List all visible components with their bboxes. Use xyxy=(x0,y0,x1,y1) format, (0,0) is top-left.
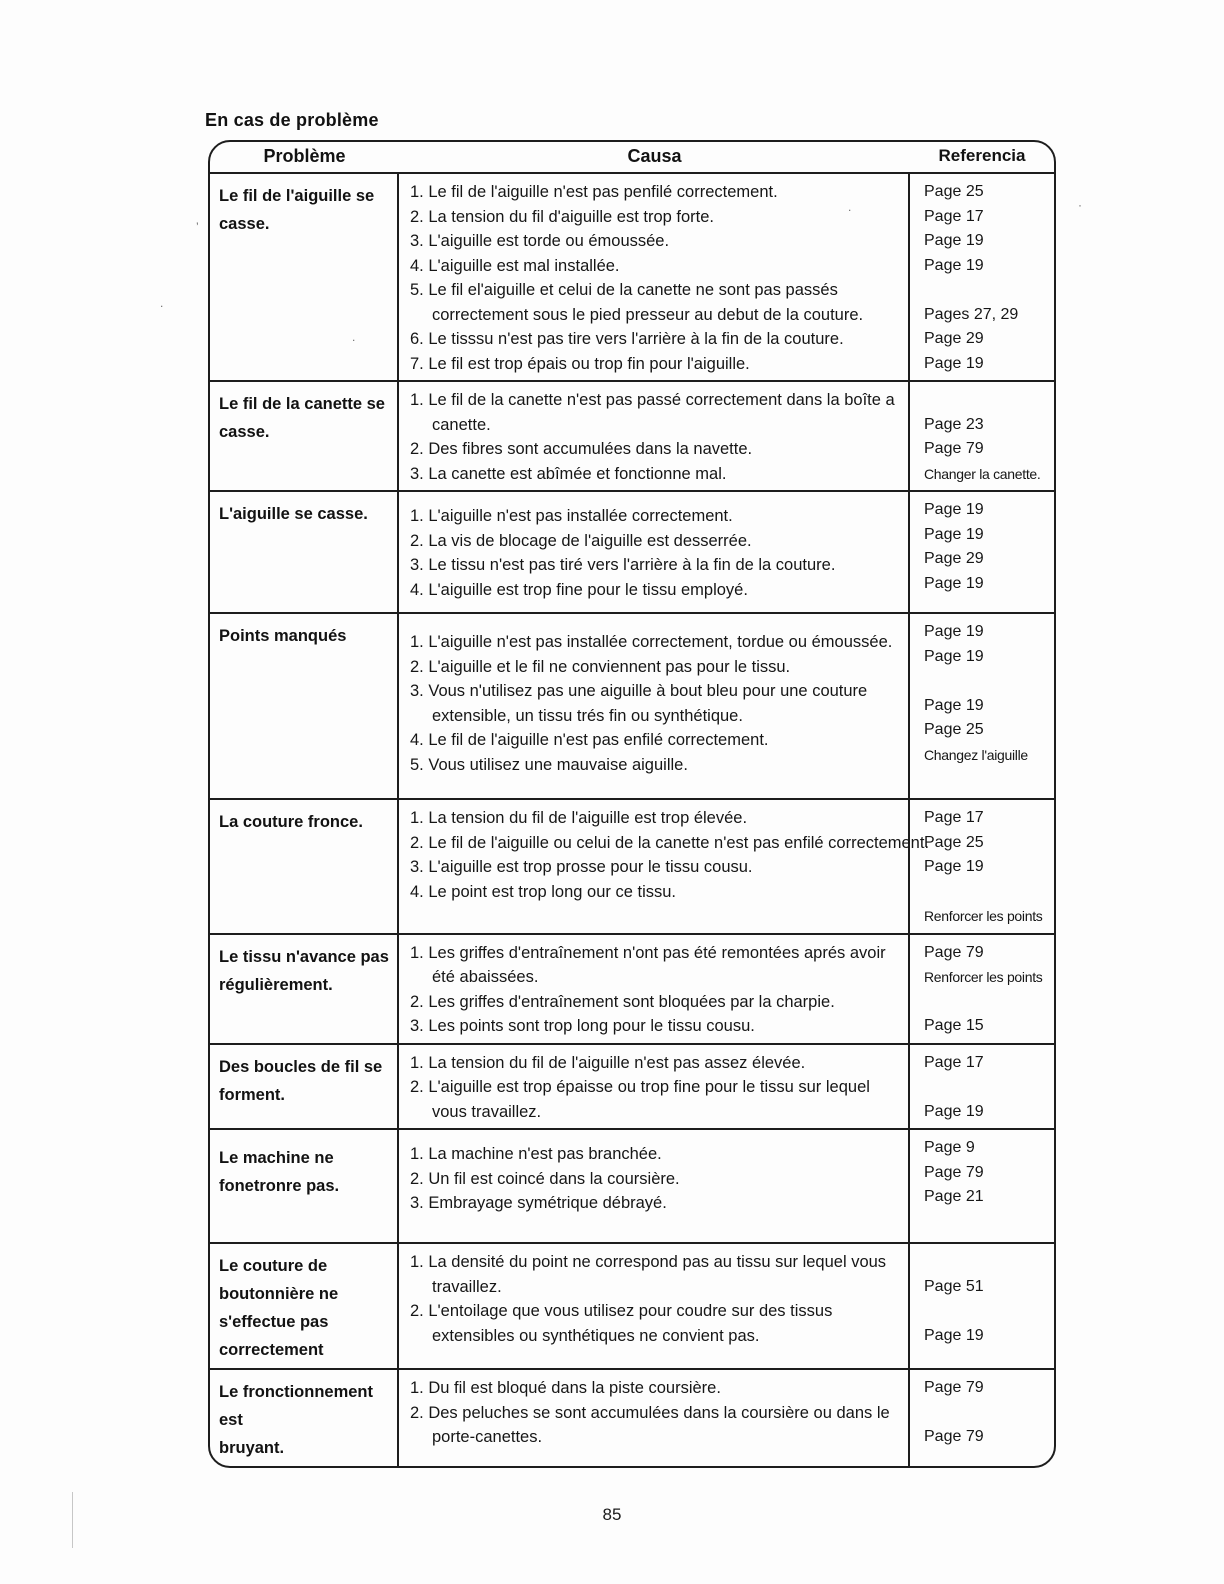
problem-cell xyxy=(210,174,399,380)
table-row xyxy=(210,933,1054,1043)
cause-text: 1. Les griffes d'entraînement n'ont pas été remontées aprés avoir xyxy=(410,943,886,962)
page-number: 85 xyxy=(602,1505,622,1524)
reference-text: Page 19 xyxy=(924,696,984,714)
problem-text: forment. xyxy=(219,1085,285,1104)
reference-text: Page 17 xyxy=(924,809,984,826)
cause-text: 1. L'aiguille n'est pas installée correctement, tordue ou émoussée. xyxy=(410,633,893,651)
reference-cell xyxy=(910,492,1054,612)
reference-text: Page 19 xyxy=(924,623,984,640)
problem-cell xyxy=(210,1045,399,1129)
cause-text: été abaissées. xyxy=(432,968,539,986)
problem-text: bruyant. xyxy=(219,1439,285,1457)
reference-text: Renforcer les points xyxy=(924,969,1043,985)
table-row xyxy=(210,380,1054,490)
cause-text: travaillez. xyxy=(432,1277,502,1296)
troubleshooting-table xyxy=(208,140,1056,1468)
table-row xyxy=(210,174,1054,380)
problem-text: Le fil de la canette se xyxy=(219,395,385,413)
table-row xyxy=(210,798,1054,933)
cause-text: 2. L'entoilage que vous utilisez pour coudre sur des tissus xyxy=(410,1302,833,1320)
scan-artifact: . xyxy=(352,330,356,344)
problem-text: Le machine ne xyxy=(219,1149,334,1167)
reference-cell xyxy=(910,174,1054,380)
cause-text: 2. Un fil est coincé dans la coursière. xyxy=(410,1169,680,1188)
reference-cell xyxy=(910,614,1054,798)
cause-text: 1. Le fil de la canette n'est pas passé correctement dans la boîte a xyxy=(410,391,895,409)
scan-artifact: . xyxy=(160,296,164,310)
cause-text: 1. Du fil est bloqué dans la piste coursière. xyxy=(410,1379,721,1397)
reference-text: Page 19 xyxy=(924,574,984,592)
cause-text: 2. Des fibres sont accumulées dans la navette. xyxy=(410,440,753,458)
reference-text: Page 9 xyxy=(924,1139,975,1156)
reference-text: Page 25 xyxy=(924,833,984,851)
cause-cell xyxy=(399,614,910,798)
reference-text: Page 51 xyxy=(924,1277,984,1295)
reference-text: Page 19 xyxy=(924,1102,984,1120)
problem-text: casse. xyxy=(219,215,270,233)
cause-cell xyxy=(399,1130,910,1242)
reference-text: Changez l'aiguille xyxy=(924,746,1028,763)
problem-text: Le fil de l'aiguille se xyxy=(219,187,375,205)
cause-cell xyxy=(399,1370,910,1466)
cause-text: 1. L'aiguille n'est pas installée correctement. xyxy=(410,507,733,525)
reference-text: Page 79 xyxy=(924,1379,984,1396)
reference-cell xyxy=(910,935,1054,1043)
problem-cell xyxy=(210,492,399,612)
reference-text: Page 25 xyxy=(924,721,984,738)
cause-text: 4. Le point est trop long our ce tissu. xyxy=(410,882,676,901)
reference-text: Page 25 xyxy=(924,183,984,200)
reference-text: Page 19 xyxy=(924,256,984,274)
reference-text: Page 19 xyxy=(924,525,984,543)
cause-text: 2. Des peluches se sont accumulées dans la coursière ou dans le xyxy=(410,1403,890,1422)
reference-text xyxy=(924,669,1052,694)
column-header-causa: Causa xyxy=(627,146,682,166)
problem-text: correctement xyxy=(219,1341,324,1359)
reference-text: Renforcer les points xyxy=(924,908,1043,924)
problem-cell xyxy=(210,614,399,798)
cause-text: vous travaillez. xyxy=(432,1102,542,1121)
cause-text: extensibles ou synthétiques ne convient pas. xyxy=(432,1326,760,1345)
reference-text: Page 19 xyxy=(924,501,984,518)
problem-text: fonetronre pas. xyxy=(219,1177,340,1195)
cause-cell xyxy=(399,935,910,1043)
cause-text: 3. Embrayage symétrique débrayé. xyxy=(410,1194,667,1212)
page-title: En cas de problème xyxy=(205,110,379,130)
cause-text xyxy=(410,904,902,929)
cause-text: 2. Le fil de l'aiguille ou celui de la canette n'est pas enfilé correctement. xyxy=(410,833,930,852)
problem-text: Points manqués xyxy=(219,627,347,645)
reference-cell xyxy=(910,382,1054,490)
cause-text: 3. L'aiguille est trop prosse pour le tissu cousu. xyxy=(410,858,753,876)
reference-text xyxy=(924,1075,1052,1100)
reference-text: Page 15 xyxy=(924,1017,984,1034)
reference-text: Page 19 xyxy=(924,858,984,875)
cause-text: 2. L'aiguille est trop épaisse ou trop fine pour le tissu sur lequel xyxy=(410,1078,870,1096)
problem-text: Le tissu n'avance pas xyxy=(219,947,389,966)
problem-text: Le fronctionnement est xyxy=(219,1383,374,1429)
problem-text: Des boucles de fil se xyxy=(219,1057,383,1076)
cause-text: 4. Le fil de l'aiguille n'est pas enfilé correctement. xyxy=(410,731,769,749)
cause-cell xyxy=(399,1045,910,1129)
reference-text: Page 79 xyxy=(924,943,984,961)
reference-text xyxy=(924,1401,1052,1426)
reference-text xyxy=(924,278,1052,303)
scan-artifact xyxy=(72,1492,73,1548)
reference-cell xyxy=(910,800,1054,933)
cause-text: 1. La machine n'est pas branchée. xyxy=(410,1145,662,1163)
reference-text: Page 17 xyxy=(924,207,984,225)
cause-cell xyxy=(399,174,910,380)
scan-artifact: . xyxy=(848,200,852,214)
table-header-row xyxy=(210,142,1054,174)
table-row xyxy=(210,1368,1054,1466)
column-header-referencia: Referencia xyxy=(938,146,1026,165)
cause-cell xyxy=(399,382,910,490)
cause-text: 4. L'aiguille est mal installée. xyxy=(410,256,620,275)
cause-text: 2. L'aiguille et le fil ne conviennent pas pour le tissu. xyxy=(410,657,791,676)
reference-text: Page 79 xyxy=(924,1428,984,1445)
cause-text: extensible, un tissu trés fin ou synthétique. xyxy=(432,706,743,725)
reference-text xyxy=(924,880,1052,905)
cause-text: 7. Le fil est trop épais ou trop fin pour l'aiguille. xyxy=(410,354,750,373)
cause-cell xyxy=(399,800,930,933)
cause-cell xyxy=(399,1244,910,1368)
scan-artifact: ’ xyxy=(196,220,199,234)
cause-cell xyxy=(399,492,910,612)
problem-text: régulièrement. xyxy=(219,975,333,994)
reference-text: Page 79 xyxy=(924,1163,984,1181)
problem-text: La couture fronce. xyxy=(219,813,363,831)
table-row xyxy=(210,1242,1054,1368)
problem-cell xyxy=(210,800,399,933)
cause-text: 6. Le tisssu n'est pas tire vers l'arrière à la fin de la couture. xyxy=(410,330,844,348)
cause-text: porte-canettes. xyxy=(432,1428,543,1446)
reference-text: Page 29 xyxy=(924,550,984,567)
reference-text: Pages 27, 29 xyxy=(924,305,1019,323)
reference-text xyxy=(924,388,1052,413)
cause-text: 1. Le fil de l'aiguille n'est pas penfilé correctement. xyxy=(410,183,778,201)
cause-text: 2. Les griffes d'entraînement sont bloquées par la charpie. xyxy=(410,992,835,1011)
cause-text: correctement sous le pied presseur au debut de la couture. xyxy=(432,305,864,324)
reference-cell xyxy=(910,1045,1054,1129)
problem-cell xyxy=(210,382,399,490)
cause-text: 1. La densité du point ne correspond pas au tissu sur lequel vous xyxy=(410,1253,887,1271)
cause-text: 3. La canette est abîmée et fonctionne mal. xyxy=(410,464,727,483)
cause-text: 1. La tension du fil de l'aiguille est trop élevée. xyxy=(410,809,748,827)
reference-cell xyxy=(910,1370,1054,1466)
cause-text: 4. L'aiguille est trop fine pour le tissu employé. xyxy=(410,580,748,599)
reference-text xyxy=(924,1299,1052,1324)
reference-cell xyxy=(910,1130,1054,1242)
reference-text: Page 79 xyxy=(924,440,984,457)
problem-cell xyxy=(210,1130,399,1242)
problem-cell xyxy=(210,1370,399,1466)
column-header-probleme: Problème xyxy=(263,146,346,166)
reference-text: Page 23 xyxy=(924,415,984,433)
cause-text: 3. Les points sont trop long pour le tissu cousu. xyxy=(410,1017,755,1035)
scan-artifact: · xyxy=(1078,198,1082,212)
table-row xyxy=(210,1128,1054,1242)
reference-cell xyxy=(910,1244,1054,1368)
reference-text: Page 19 xyxy=(924,354,984,372)
cause-text: 3. Vous n'utilisez pas une aiguille à bout bleu pour une couture xyxy=(410,682,868,700)
problem-cell xyxy=(210,1244,399,1368)
cause-text: 5. Le fil el'aiguille et celui de la canette ne sont pas passés xyxy=(410,281,838,299)
reference-text: Page 19 xyxy=(924,1326,984,1344)
reference-text xyxy=(924,990,1052,1015)
table-row xyxy=(210,490,1054,612)
table-body xyxy=(210,174,1054,1466)
problem-text: s'effectue pas xyxy=(219,1313,329,1331)
cause-text: 1. La tension du fil de l'aiguille n'est pas assez élevée. xyxy=(410,1053,806,1072)
cause-text: canette. xyxy=(432,415,491,434)
problem-text: Le couture de xyxy=(219,1257,328,1275)
reference-text: Page 19 xyxy=(924,647,984,665)
cause-text: 3. L'aiguille est torde ou émoussée. xyxy=(410,232,670,250)
reference-text: Page 17 xyxy=(924,1053,984,1071)
problem-text: L'aiguille se casse. xyxy=(219,505,368,523)
reference-text: Page 29 xyxy=(924,330,984,347)
table-row xyxy=(210,1043,1054,1129)
reference-text: Page 21 xyxy=(924,1188,984,1205)
cause-text: 3. Le tissu n'est pas tiré vers l'arrière à la fin de la couture. xyxy=(410,556,836,574)
reference-text: Page 19 xyxy=(924,232,984,249)
table-row xyxy=(210,612,1054,798)
reference-text xyxy=(924,1250,1052,1275)
cause-text: 5. Vous utilisez une mauvaise aiguille. xyxy=(410,755,688,774)
reference-text: Changer la canette. xyxy=(924,465,1041,482)
cause-text: 2. La tension du fil d'aiguille est trop forte. xyxy=(410,207,715,226)
problem-cell xyxy=(210,935,399,1043)
problem-text: boutonnière ne xyxy=(219,1285,339,1303)
problem-text: casse. xyxy=(219,423,270,441)
cause-text: 2. La vis de blocage de l'aiguille est desserrée. xyxy=(410,531,752,550)
